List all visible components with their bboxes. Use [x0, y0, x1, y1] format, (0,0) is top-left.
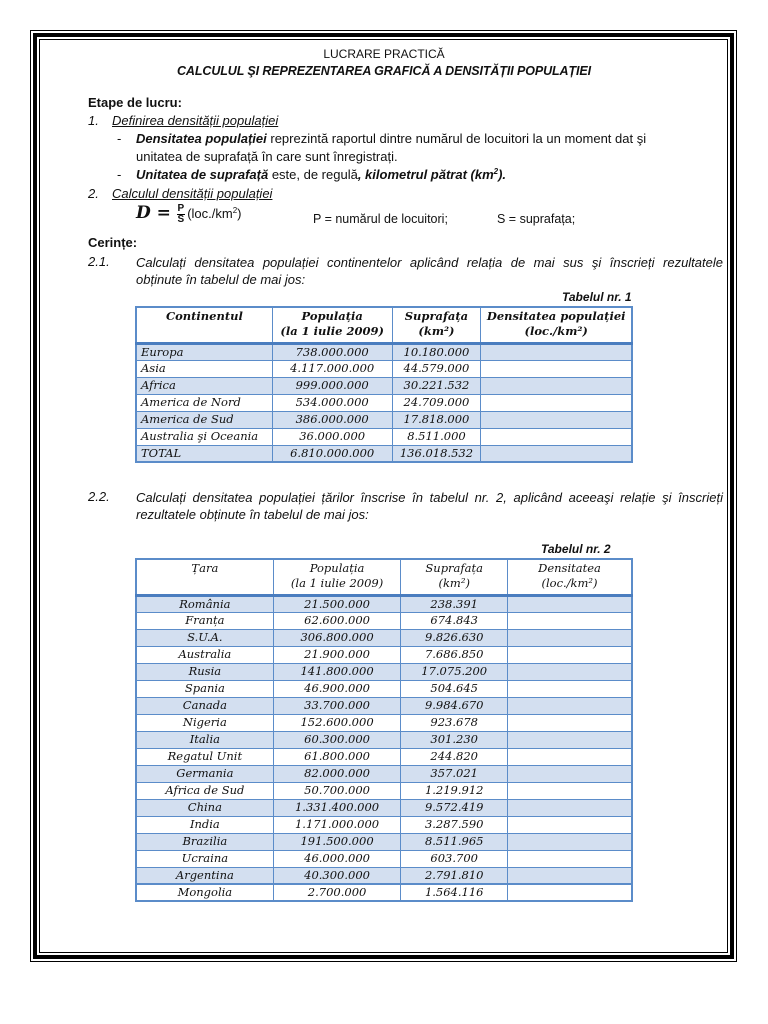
density-input-cell[interactable]: [481, 411, 632, 428]
document-title: LUCRARE PRACTICĂ: [323, 47, 445, 61]
density-input-cell[interactable]: [508, 629, 632, 646]
header-country: Țara: [136, 559, 273, 595]
density-input-cell[interactable]: [481, 445, 632, 462]
formula-fraction: $\frac{P}{S}$: [177, 203, 185, 226]
table-row: Australia şi Oceania 36.000.000 8.511.000: [136, 428, 632, 445]
density-input-cell[interactable]: [508, 731, 632, 748]
header-density: Densitatea (loc./km²): [508, 559, 632, 595]
table-row: Australia 21.900.000 7.686.850: [136, 646, 632, 663]
table-row: România 21.500.000 238.391: [136, 595, 632, 612]
req2-text-line1: Calculați densitatea populației țărilor înscrise în tabelul nr. 2, aplicând aceeaşi relație şi înscrieți: [136, 490, 723, 505]
density-input-cell[interactable]: [508, 884, 632, 901]
table-countries-body: [136, 595, 632, 901]
density-input-cell[interactable]: [508, 680, 632, 697]
density-input-cell[interactable]: [508, 867, 632, 884]
term-area-unit: Unitatea de suprafață: [136, 167, 269, 182]
document-subtitle: CALCULUL ŞI REPREZENTAREA GRAFICĂ A DENSITĂȚII POPULAȚIEI: [177, 64, 591, 78]
table-row: America de Sud 386.000.000 17.818.000: [136, 411, 632, 428]
density-input-cell[interactable]: [508, 748, 632, 765]
density-input-cell[interactable]: [508, 816, 632, 833]
table-row: Mongolia 2.700.000 1.564.116: [136, 884, 632, 901]
density-input-cell[interactable]: [508, 765, 632, 782]
header-area: Suprafața (km²): [392, 307, 481, 343]
table-row: Ucraina 46.000.000 603.700: [136, 850, 632, 867]
table-row: Rusia 141.800.000 17.075.200: [136, 663, 632, 680]
bullet-density-definition: Densitatea populației reprezintă raportul dintre numărul de locuitori la un moment dat şi: [136, 131, 647, 146]
density-input-cell[interactable]: [508, 697, 632, 714]
table2-label: Tabelul nr. 2: [541, 542, 611, 556]
step2-number: 2.: [88, 186, 99, 201]
density-formula: D = $\frac{P}{S}$ $(loc./km^2)$: [136, 203, 242, 226]
table-row: Africa de Sud 50.700.000 1.219.912: [136, 782, 632, 799]
table-row: Argentina 40.300.000 2.791.810: [136, 867, 632, 884]
header-continent: Continentul: [136, 307, 272, 343]
bullet-area-unit: Unitatea de suprafață este, de regulă, kilometrul pătrat $(km^2)$.: [136, 167, 507, 182]
req2-text-line2: rezultatele obținute în tabelul de mai jos:: [136, 507, 369, 522]
req1-text-line2: obținute în tabelul de mai jos:: [136, 272, 306, 287]
table-row: Nigeria 152.600.000 923.678: [136, 714, 632, 731]
header-population: Populația (la 1 iulie 2009): [273, 559, 401, 595]
table-row: China 1.331.400.000 9.572.419: [136, 799, 632, 816]
density-input-cell[interactable]: [508, 663, 632, 680]
bullet-dash: -: [117, 131, 122, 146]
density-input-cell[interactable]: [481, 394, 632, 411]
req1-text-line1: Calculați densitatea populației continentelor aplicând relația de mai sus şi înscrieți rezultatele: [136, 255, 723, 270]
formula-lhs: D =: [136, 203, 171, 223]
term-population-density: Densitatea populației: [136, 131, 267, 146]
table-countries: [135, 558, 633, 902]
step2-title: Calculul densității populației: [112, 186, 273, 201]
bullet-dash: -: [117, 167, 122, 182]
table-row: Germania 82.000.000 357.021: [136, 765, 632, 782]
table-header-row: [136, 559, 632, 595]
header-density: Densitatea populației (loc./km²): [481, 307, 632, 343]
steps-heading: Etape de lucru:: [88, 95, 182, 110]
req2-number: 2.2.: [88, 489, 110, 504]
table-row: America de Nord 534.000.000 24.709.000: [136, 394, 632, 411]
table-row: Franța 62.600.000 674.843: [136, 612, 632, 629]
bullet-density-definition-cont: unitatea de suprafață în care sunt înregistrați.: [136, 149, 398, 164]
table-row: Africa 999.000.000 30.221.532: [136, 377, 632, 394]
table-row-total: TOTAL 6.810.000.000 136.018.532: [136, 445, 632, 462]
step1-title: Definirea densității populației: [112, 113, 279, 128]
table-header-row: [136, 307, 632, 343]
requirements-heading: Cerințe:: [88, 235, 138, 250]
density-input-cell[interactable]: [481, 360, 632, 377]
density-input-cell[interactable]: [481, 377, 632, 394]
req1-number: 2.1.: [88, 254, 110, 269]
density-input-cell[interactable]: [508, 646, 632, 663]
table-row: S.U.A. 306.800.000 9.826.630: [136, 629, 632, 646]
table-row: Spania 46.900.000 504.645: [136, 680, 632, 697]
density-input-cell[interactable]: [508, 833, 632, 850]
density-input-cell[interactable]: [508, 595, 632, 612]
density-input-cell[interactable]: [508, 782, 632, 799]
header-area: Suprafața (km²): [401, 559, 508, 595]
density-input-cell[interactable]: [508, 850, 632, 867]
table-row: Brazilia 191.500.000 8.511.965: [136, 833, 632, 850]
step1-number: 1.: [88, 113, 99, 128]
table-continents: [135, 306, 633, 463]
density-input-cell[interactable]: [508, 612, 632, 629]
table-row: Regatul Unit 61.800.000 244.820: [136, 748, 632, 765]
density-input-cell[interactable]: [481, 428, 632, 445]
density-input-cell[interactable]: [481, 343, 632, 360]
p-definition: P = numărul de locuitori;: [313, 212, 448, 226]
density-input-cell[interactable]: [508, 714, 632, 731]
header-population: Populația (la 1 iulie 2009): [272, 307, 392, 343]
table-row: India 1.171.000.000 3.287.590: [136, 816, 632, 833]
table1-label: Tabelul nr. 1: [562, 290, 632, 304]
table-row: Europa 738.000.000 10.180.000: [136, 343, 632, 360]
table-row: Canada 33.700.000 9.984.670: [136, 697, 632, 714]
table-row: Italia 60.300.000 301.230: [136, 731, 632, 748]
s-definition: S = suprafața;: [497, 212, 576, 226]
table-row: Asia 4.117.000.000 44.579.000: [136, 360, 632, 377]
density-input-cell[interactable]: [508, 799, 632, 816]
